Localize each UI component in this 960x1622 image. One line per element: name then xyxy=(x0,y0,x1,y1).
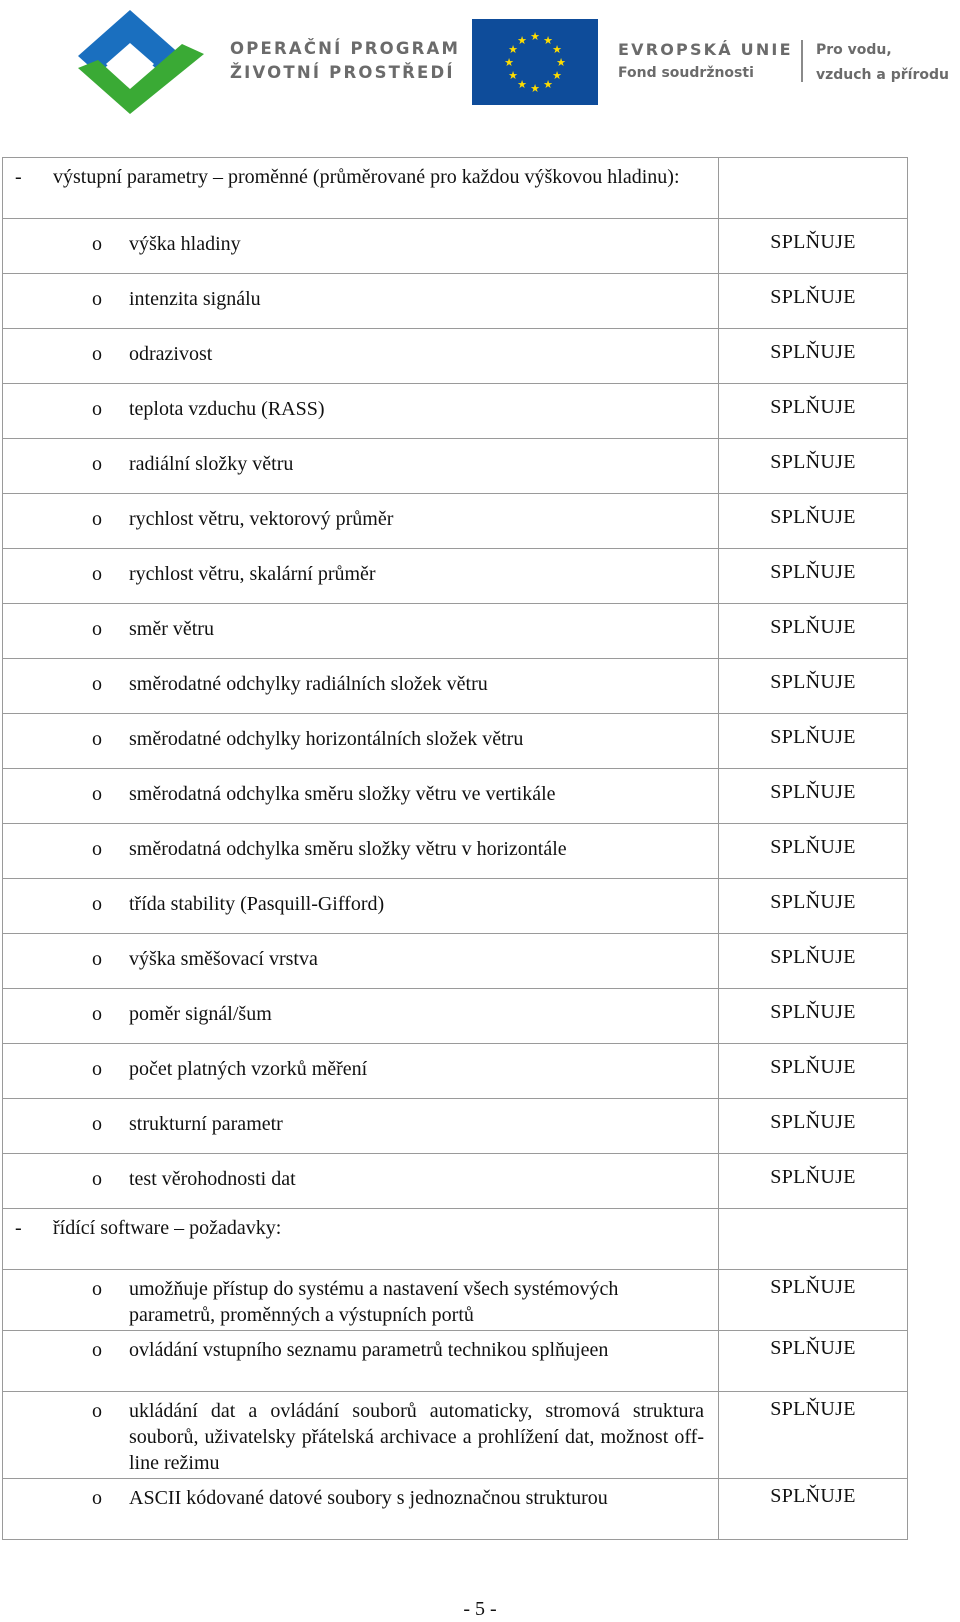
section-dash: - xyxy=(15,1217,22,1239)
bullet-icon: o xyxy=(92,508,102,530)
svg-text:★: ★ xyxy=(530,30,540,43)
bullet-icon: o xyxy=(92,233,102,255)
requirement-label: umožňuje přístup do systému a nastavení všech systémových parametrů, proměnných a výstupních portů xyxy=(129,1278,619,1326)
table-row xyxy=(3,384,908,439)
requirement-label: směrodatná odchylka směru složky větru ve vertikále xyxy=(129,783,556,805)
requirement-label: ASCII kódované datové soubory s jednoznačnou strukturou xyxy=(129,1487,608,1509)
requirement-label: směrodatná odchylka směru složky větru v horizontále xyxy=(129,838,567,860)
table-row xyxy=(3,1479,908,1540)
table-row xyxy=(3,1099,908,1154)
table-row xyxy=(3,494,908,549)
table-row xyxy=(3,1270,908,1331)
table-row xyxy=(3,329,908,384)
requirement-label: poměr signál/šum xyxy=(129,1003,272,1025)
requirement-label: odrazivost xyxy=(129,343,213,365)
compliance-status: SPLŇUJE xyxy=(770,231,856,253)
bullet-icon: o xyxy=(92,948,102,970)
table-row xyxy=(3,604,908,659)
svg-text:★: ★ xyxy=(556,56,566,69)
page-header xyxy=(0,0,960,120)
opzp-logo-icon xyxy=(78,10,204,114)
requirement-label: ukládání dat a ovládání souborů automaticky, stromová struktura souborů, uživatelsky přátelská archivace a prohlížení dat, možnost off-line režimu xyxy=(129,1400,704,1474)
eu-fund-name xyxy=(618,38,793,84)
table-row xyxy=(3,879,908,934)
eu-line-1: EVROPSKÁ UNIE xyxy=(618,40,793,59)
compliance-status: SPLŇUJE xyxy=(770,396,856,418)
requirement-label: rychlost větru, skalární průměr xyxy=(129,563,376,585)
bullet-icon: o xyxy=(92,563,102,585)
bullet-icon: o xyxy=(92,1400,102,1422)
bullet-icon: o xyxy=(92,1003,102,1025)
section-title: výstupní parametry – proměnné (průměrované pro každou výškovou hladinu): xyxy=(53,166,680,188)
compliance-status: SPLŇUJE xyxy=(770,1337,856,1359)
compliance-status: SPLŇUJE xyxy=(770,781,856,803)
compliance-status: SPLŇUJE xyxy=(770,1276,856,1298)
bullet-icon: o xyxy=(92,398,102,420)
svg-text:★: ★ xyxy=(530,82,540,95)
bullet-icon: o xyxy=(92,1278,102,1300)
svg-text:★: ★ xyxy=(508,43,518,56)
slogan-line-2: vzduch a přírodu xyxy=(816,67,949,83)
requirement-label: test věrohodnosti dat xyxy=(129,1168,296,1190)
bullet-icon: o xyxy=(92,1487,102,1509)
table-row xyxy=(3,934,908,989)
compliance-status: SPLŇUJE xyxy=(770,891,856,913)
requirement-label: směr větru xyxy=(129,618,214,640)
slogan-line-1: Pro vodu, xyxy=(816,42,892,58)
section-row xyxy=(3,158,908,219)
bullet-icon: o xyxy=(92,1113,102,1135)
compliance-status: SPLŇUJE xyxy=(770,946,856,968)
compliance-status: SPLŇUJE xyxy=(770,506,856,528)
compliance-status: SPLŇUJE xyxy=(770,1111,856,1133)
bullet-icon: o xyxy=(92,618,102,640)
bullet-icon: o xyxy=(92,893,102,915)
compliance-status: SPLŇUJE xyxy=(770,836,856,858)
bullet-icon: o xyxy=(92,1339,102,1361)
section-row xyxy=(3,1209,908,1270)
bullet-icon: o xyxy=(92,783,102,805)
bullet-icon: o xyxy=(92,453,102,475)
requirement-label: intenzita signálu xyxy=(129,288,261,310)
slogan xyxy=(816,38,949,88)
bullet-icon: o xyxy=(92,1058,102,1080)
requirement-label: počet platných vzorků měření xyxy=(129,1058,368,1080)
table-row xyxy=(3,989,908,1044)
svg-text:★: ★ xyxy=(543,78,553,91)
program-line-2: ŽIVOTNÍ PROSTŘEDÍ xyxy=(230,63,455,82)
bullet-icon: o xyxy=(92,838,102,860)
eu-flag-icon xyxy=(472,19,598,105)
requirement-label: třída stability (Pasquill-Gifford) xyxy=(129,893,385,915)
compliance-status: SPLŇUJE xyxy=(770,1485,856,1507)
bullet-icon: o xyxy=(92,288,102,310)
svg-text:★: ★ xyxy=(508,69,518,82)
table-row xyxy=(3,274,908,329)
section-title: řídící software – požadavky: xyxy=(53,1217,282,1239)
compliance-status: SPLŇUJE xyxy=(770,341,856,363)
compliance-status: SPLŇUJE xyxy=(770,1398,856,1420)
table-row xyxy=(3,549,908,604)
svg-text:★: ★ xyxy=(517,34,527,47)
requirement-label: radiální složky větru xyxy=(129,453,294,475)
table-row xyxy=(3,824,908,879)
svg-text:★: ★ xyxy=(504,56,514,69)
svg-text:★: ★ xyxy=(552,43,562,56)
compliance-status: SPLŇUJE xyxy=(770,451,856,473)
compliance-status: SPLŇUJE xyxy=(770,1166,856,1188)
requirement-label: strukturní parametr xyxy=(129,1113,283,1135)
eu-line-2: Fond soudržnosti xyxy=(618,65,754,81)
requirement-label: rychlost větru, vektorový průměr xyxy=(129,508,394,530)
header-divider xyxy=(801,40,803,82)
requirement-label: ovládání vstupního seznamu parametrů technikou splňujeen xyxy=(129,1339,609,1361)
svg-text:★: ★ xyxy=(543,34,553,47)
requirement-label: výška hladiny xyxy=(129,233,241,255)
compliance-status: SPLŇUJE xyxy=(770,616,856,638)
table-row xyxy=(3,659,908,714)
requirement-label: směrodatné odchylky horizontálních složek větru xyxy=(129,728,524,750)
table-row xyxy=(3,714,908,769)
bullet-icon: o xyxy=(92,343,102,365)
table-row xyxy=(3,1331,908,1392)
page-number: - 5 - xyxy=(463,1598,497,1620)
requirement-label: výška směšovací vrstva xyxy=(129,948,318,970)
requirement-label: směrodatné odchylky radiálních složek větru xyxy=(129,673,488,695)
requirement-label: teplota vzduchu (RASS) xyxy=(129,398,325,420)
bullet-icon: o xyxy=(92,728,102,750)
table-row xyxy=(3,219,908,274)
svg-text:★: ★ xyxy=(517,78,527,91)
compliance-status: SPLŇUJE xyxy=(770,286,856,308)
svg-text:★: ★ xyxy=(552,69,562,82)
compliance-status: SPLŇUJE xyxy=(770,561,856,583)
table-row xyxy=(3,1044,908,1099)
section-dash: - xyxy=(15,166,22,188)
table-row xyxy=(3,769,908,824)
compliance-status: SPLŇUJE xyxy=(770,726,856,748)
bullet-icon: o xyxy=(92,1168,102,1190)
compliance-status: SPLŇUJE xyxy=(770,1001,856,1023)
program-line-1: OPERAČNÍ PROGRAM xyxy=(230,39,461,58)
compliance-status: SPLŇUJE xyxy=(770,1056,856,1078)
bullet-icon: o xyxy=(92,673,102,695)
compliance-status: SPLŇUJE xyxy=(770,671,856,693)
requirements-table xyxy=(2,157,908,1540)
table-row xyxy=(3,439,908,494)
operational-programme-name xyxy=(230,37,460,85)
table-row xyxy=(3,1392,908,1479)
table-row xyxy=(3,1154,908,1209)
